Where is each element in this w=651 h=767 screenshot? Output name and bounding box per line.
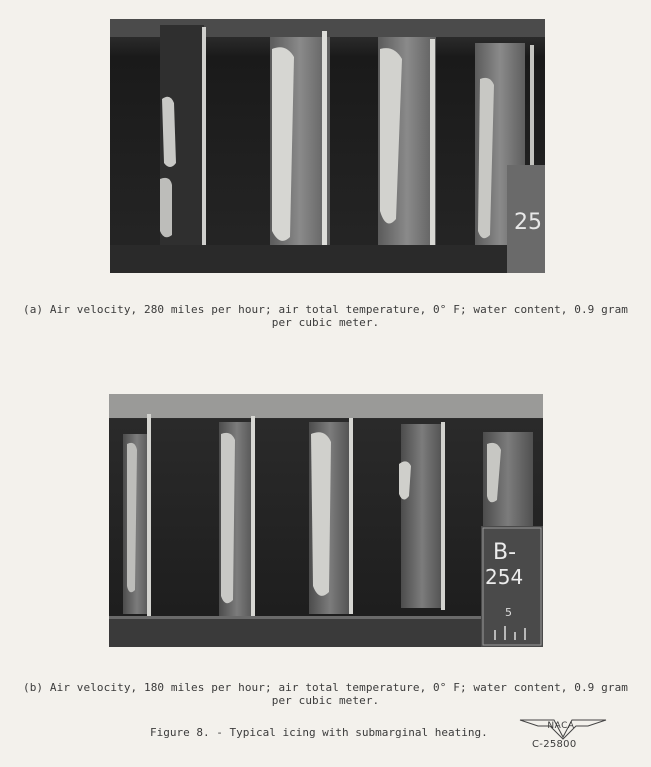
- caption-b-line2: per cubic meter.: [271, 694, 380, 707]
- naca-logo-text: NACA: [547, 721, 575, 731]
- caption-b: [10, 681, 641, 707]
- photo-a-sign-number: 25: [514, 210, 542, 235]
- photo-b-sign-number: 254: [485, 565, 524, 589]
- photo-b-sign-scale: 5: [505, 606, 512, 619]
- naca-photo-id: C-25800: [532, 739, 577, 750]
- photo-a-image: [110, 19, 545, 273]
- caption-a-line1: (a) Air velocity, 280 miles per hour; air total temperature, 0° F; water content, 0.9 gram: [22, 303, 629, 316]
- photo-b-image: [109, 394, 543, 647]
- figure-title: Figure 8. - Typical icing with submarginal heating.: [150, 726, 488, 739]
- photo-b-sign-letter: B-: [493, 540, 517, 565]
- caption-a: [10, 303, 641, 329]
- caption-b-line1: (b) Air velocity, 180 miles per hour; air total temperature, 0° F; water content, 0.9 gram: [22, 681, 629, 694]
- caption-a-line2: per cubic meter.: [271, 316, 380, 329]
- photo-b-icing: [109, 394, 543, 647]
- photo-a-icing: [110, 19, 545, 273]
